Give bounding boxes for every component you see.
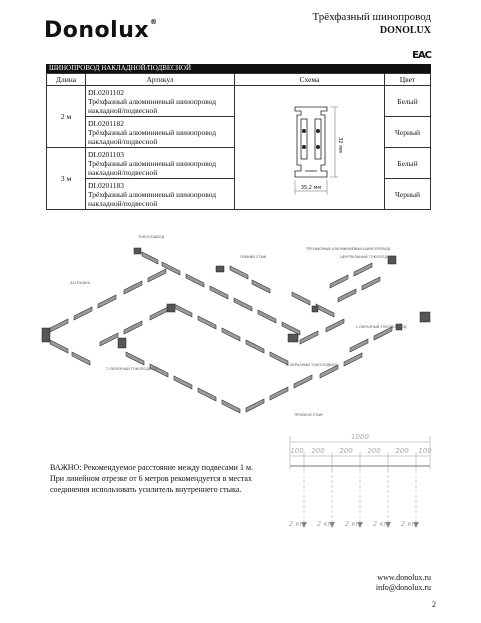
label-power-feed: ТОКОПОДВОД (138, 235, 165, 239)
important-note (50, 462, 280, 495)
article-desc: Трёхфазный алюминиевый шинопровод (88, 96, 217, 106)
color-cell: Белый (385, 148, 431, 179)
load-label: 2 кг (372, 520, 388, 528)
length-cell: 3 м (47, 148, 86, 210)
segment-label: 200 (395, 447, 409, 455)
article-desc: накладной/подвесной (88, 198, 158, 208)
table-header-row (47, 74, 431, 86)
scheme-cell (235, 86, 385, 210)
article-desc: Трёхфазный алюминиевый шинопровод (88, 158, 217, 168)
load-label: 2 кг (316, 520, 332, 528)
article-desc: накладной/подвесной (88, 167, 158, 177)
segment-label: 100 (290, 447, 304, 455)
segment-label: 200 (339, 447, 353, 455)
table-caption: ШИНОПРОВОД НАКЛАДНОЙ/ПОДВЕСНОЙ (46, 64, 431, 73)
article-cell (86, 117, 235, 148)
load-label: 2 кг (344, 520, 360, 528)
length-cell: 2 м (47, 86, 86, 148)
brand-logo (44, 18, 158, 43)
total-length: 1000 (351, 433, 369, 441)
note-line: ВАЖНО: Рекомендуемое расстояние между подвесами 1 м. (50, 463, 253, 472)
track-segments (50, 252, 392, 413)
load-label: 2 кг (400, 520, 416, 528)
page-number: 2 (432, 600, 436, 609)
label-t-feed: Т-ОБРАЗНЫЙ ТОКОПОДВОД (106, 367, 157, 371)
product-title: Трёхфазный шинопровод (312, 11, 431, 23)
contacts (376, 573, 431, 593)
load-diagram (280, 430, 440, 542)
product-brand: DONOLUX (379, 25, 431, 36)
scheme-height-label: 32 мм (337, 136, 343, 153)
article-cell (86, 148, 235, 179)
registered-mark: ® (150, 18, 158, 26)
segment-label: 100 (418, 447, 432, 455)
installation-diagram (30, 228, 450, 428)
note-line: При линейном отрезке от 6 метров рекомендуется в местах (50, 474, 252, 483)
label-end-cap: ЗАГЛУШКА (70, 281, 91, 285)
table-row (47, 86, 431, 117)
color-cell: Черный (385, 117, 431, 148)
article-cell (86, 179, 235, 210)
spec-table (46, 73, 431, 210)
label-l-feed: L-ОБРАЗНЫЙ ТОКОПОДВОД (356, 325, 407, 329)
label-triple-joint: ТРОЙНОЙ СТЫК (294, 413, 323, 417)
color-cell: Черный (385, 179, 431, 210)
label-flex-joint: ГИБКИЙ СТЫК (240, 255, 267, 259)
label-central-feed: ЦЕНТРАЛЬНЫЙ ТОКОПОДВОД (340, 255, 395, 259)
article-desc: накладной/подвесной (88, 105, 158, 115)
eac-mark: EAC (412, 50, 431, 61)
article-code: DL0201182 (88, 118, 124, 128)
article-cell (86, 86, 235, 117)
scheme-width-label: 35,2 мм (300, 184, 322, 191)
email-link[interactable]: info@donolux.ru (375, 583, 431, 592)
label-x-feed: Х-ОБРАЗНЫЙ ТОКОПОДВОД (286, 363, 338, 367)
header-scheme: Схема (235, 74, 385, 86)
label-track: ТРЕХФАЗНЫЙ АЛЮМИНИЕВЫЙ ШИНОПРОВОД (306, 247, 391, 251)
note-line: соединения использовать усилитель внутреннего стыка. (50, 485, 242, 494)
website-link[interactable]: www.donolux.ru (377, 573, 431, 582)
profile-scheme (235, 87, 380, 207)
color-cell: Белый (385, 86, 431, 117)
article-desc: Трёхфазный алюминиевый шинопровод (88, 127, 217, 137)
article-code: DL0201102 (88, 87, 124, 97)
segment-label: 200 (311, 447, 325, 455)
brand-name: Donolux (44, 18, 150, 43)
diagram-labels (70, 235, 407, 417)
load-label: 2 кг (288, 520, 304, 528)
header-color: Цвет (385, 74, 431, 86)
article-code: DL0201103 (88, 149, 124, 159)
article-code: DL0201183 (88, 180, 124, 190)
article-desc: накладной/подвесной (88, 136, 158, 146)
header-article: Артикул (86, 74, 235, 86)
header-length: Длина (47, 74, 86, 86)
article-desc: Трёхфазный алюминиевый шинопровод (88, 189, 217, 199)
segment-label: 200 (367, 447, 381, 455)
